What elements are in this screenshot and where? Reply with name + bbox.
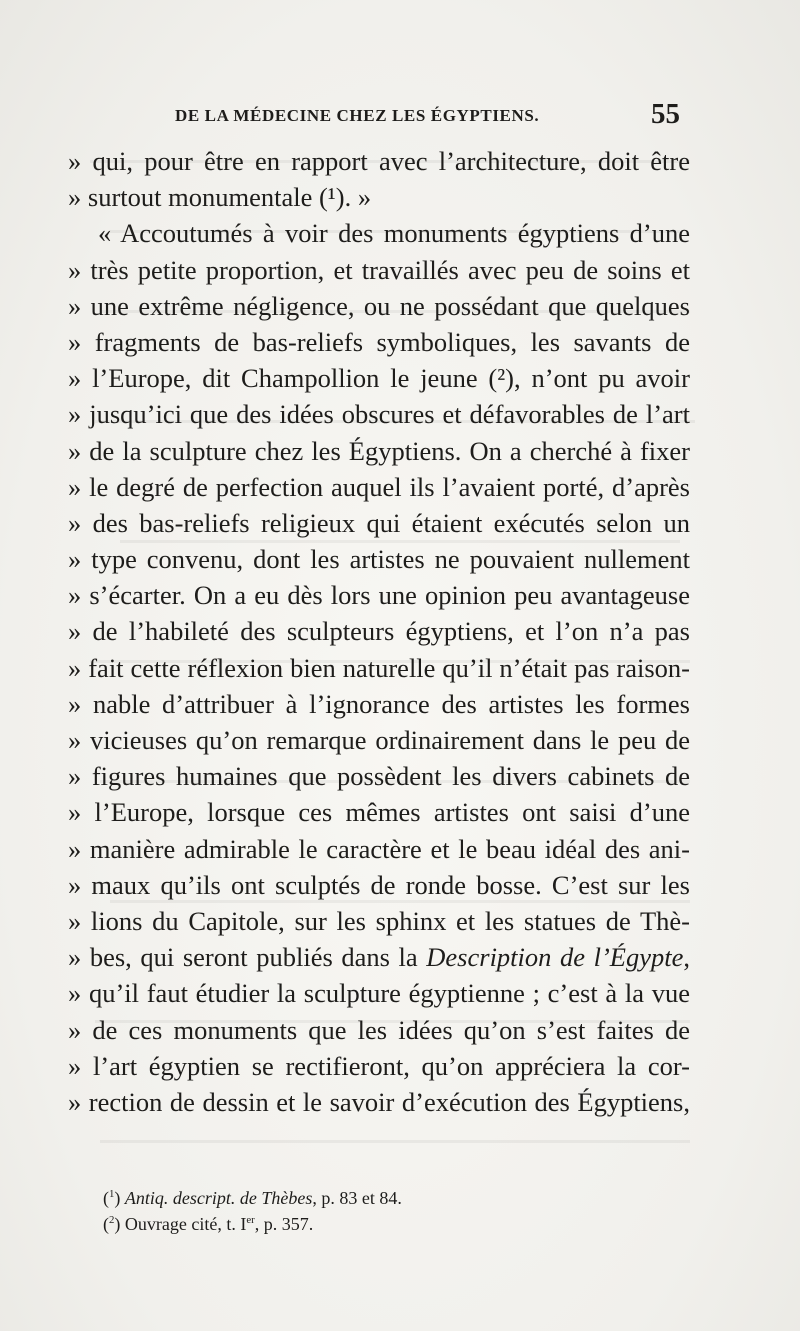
text-line: » vicieuses qu’on remarque ordinairement dans le peu de — [68, 725, 690, 755]
text-line: » de ces monuments que les idées qu’on s’est faites de — [68, 1014, 690, 1045]
footnote: ($^2$) Ouvrage cité, t. Ier, p. 357. — [103, 1214, 314, 1234]
page-number: 55 — [651, 98, 680, 130]
text-line: » l’Europe, dit Champollion le jeune (²), n’ont pu avoir — [68, 363, 690, 394]
body-text — [68, 143, 690, 1120]
text-line: » nable d’attribuer à l’ignorance des artistes les formes — [68, 688, 690, 719]
text-line: » une extrême négligence, ou ne possédant que quelques — [68, 290, 690, 321]
text-line: » le degré de perfection auquel ils l’avaient porté, d’après — [68, 471, 690, 502]
footnote-text: Ouvrage cité, t. I — [124, 1214, 247, 1234]
text-line: » l’art égyptien se rectifieront, qu’on appréciera la cor- — [68, 1050, 690, 1081]
text-line: » de la sculpture chez les Égyptiens. On a cherché à fixer — [68, 435, 690, 466]
footnote-text: , p. 83 et 84. — [312, 1188, 402, 1208]
text-line: » figures humaines que possèdent les divers cabinets de — [68, 761, 690, 792]
text-run: » bes, qui seront publiés dans la — [68, 942, 427, 973]
page-header — [175, 98, 680, 138]
footnote: ($^1$) Antiq. descript. de Thèbes, p. 83 et 84. — [103, 1188, 402, 1208]
footnote-title: Antiq. descript. de Thèbes — [124, 1188, 313, 1208]
text-line: » très petite proportion, et travaillés avec peu de soins et — [68, 254, 690, 285]
text-run: , — [683, 942, 691, 973]
text-line: « Accoutumés à voir des monuments égyptiens d’une — [98, 218, 690, 249]
text-line: » rection de dessin et le savoir d’exécution des Égyptiens, — [68, 1086, 690, 1117]
footnotes — [103, 1185, 563, 1237]
text-line: » qui, pour être en rapport avec l’architecture, doit être — [68, 146, 690, 176]
text-line: » maux qu’ils ont sculptés de ronde bosse. C’est sur les — [68, 869, 690, 900]
text-line: » type convenu, dont les artistes ne pouvaient nullement — [68, 544, 690, 575]
text-line: » fait cette réflexion bien naturelle qu’il n’était pas raison- — [68, 652, 690, 683]
footnote-marker: 2 — [109, 1214, 115, 1226]
footnote-marker: 1 — [109, 1188, 115, 1200]
text-line: » fragments de bas-reliefs symboliques, les savants de — [68, 326, 690, 357]
footnote-superscript: er — [246, 1214, 255, 1226]
text-line: » lions du Capitole, sur les sphinx et les statues de Thè- — [68, 905, 690, 936]
text-line: » qu’il faut étudier la sculpture égyptienne ; c’est à la vue — [68, 978, 690, 1009]
text-line: » jusqu’ici que des idées obscures et défavorables de l’art — [68, 399, 690, 430]
text-line: » s’écarter. On a eu dès lors une opinion peu avantageuse — [68, 580, 690, 611]
italic-title: Description de l’Égypte — [426, 942, 684, 973]
footnote-text: , p. 357. — [254, 1214, 314, 1234]
text-line: » manière admirable le caractère et le beau idéal des ani- — [68, 833, 690, 864]
running-head: DE LA MÉDECINE CHEZ LES ÉGYPTIENS. — [175, 106, 540, 125]
text-line: » surtout monumentale (¹). » — [68, 182, 372, 213]
text-line: » l’Europe, lorsque ces mêmes artistes ont saisi d’une — [68, 797, 690, 828]
text-line: » de l’habileté des sculpteurs égyptiens, et l’on n’a pas — [68, 616, 690, 647]
text-line — [68, 939, 690, 975]
text-line: » des bas-reliefs religieux qui étaient exécutés selon un — [68, 507, 690, 538]
